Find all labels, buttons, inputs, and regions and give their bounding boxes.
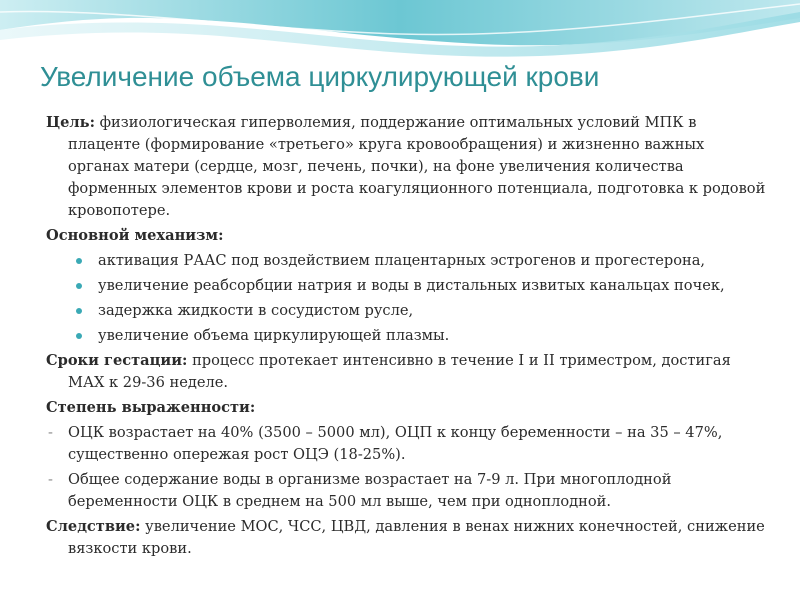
severity-list (46, 422, 766, 513)
list-item: увеличение реабсорбции натрия и воды в дистальных извитых канальцах почек, (46, 275, 766, 297)
mechanism-list (46, 250, 766, 347)
list-item: активация РААС под воздействием плацентарных эстрогенов и прогестерона, (46, 250, 766, 272)
dash-icon: - (48, 471, 53, 488)
slide-content (46, 112, 766, 563)
consequence-text: увеличение МОС, ЧСС, ЦВД, давления в венах нижних конечностей, снижение вязкости крови. (68, 518, 765, 557)
list-item: увеличение объема циркулирующей плазмы. (46, 325, 766, 347)
decorative-wave-header (0, 0, 800, 60)
terms-label: Сроки гестации: (46, 352, 188, 369)
goal-text: физиологическая гиперволемия, поддержание оптимальных условий МПК в плаценте (формирование «третьего» круга кровообращения) и жизненно важных органах матери (сердце, мозг, печень, почки), на фоне увеличения количества форменных элементов крови и роста коагуляционного потенциала, подготовка к родовой кровопотере. (68, 114, 766, 219)
severity-heading: Степень выраженности: (46, 399, 256, 416)
consequence-paragraph (46, 516, 766, 560)
list-item: задержка жидкости в сосудистом русле, (46, 300, 766, 322)
bullet-dot-icon (76, 283, 82, 289)
dash-icon: - (48, 424, 53, 441)
goal-label: Цель: (46, 114, 95, 131)
goal-paragraph (46, 112, 766, 222)
consequence-label: Следствие: (46, 518, 141, 535)
bullet-dot-icon (76, 258, 82, 264)
mechanism-heading: Основной механизм: (46, 227, 224, 244)
list-item: - Общее содержание воды в организме возрастает на 7-9 л. При многоплодной беременности ОЦК в среднем на 500 мл выше, чем при одноплодной. (48, 471, 672, 510)
bullet-dot-icon (76, 308, 82, 314)
terms-paragraph (46, 350, 766, 394)
bullet-dot-icon (76, 333, 82, 339)
terms-text: процесс протекает интенсивно в течение I и II триместром, достигая МАХ к 29-36 неделе. (68, 352, 731, 391)
list-item: - ОЦК возрастает на 40% (3500 – 5000 мл), ОЦП к концу беременности – на 35 – 47%, существенно опережая рост ОЦЭ (18-25%). (48, 424, 723, 463)
slide-title: Увеличение объема циркулирующей крови (40, 61, 600, 92)
